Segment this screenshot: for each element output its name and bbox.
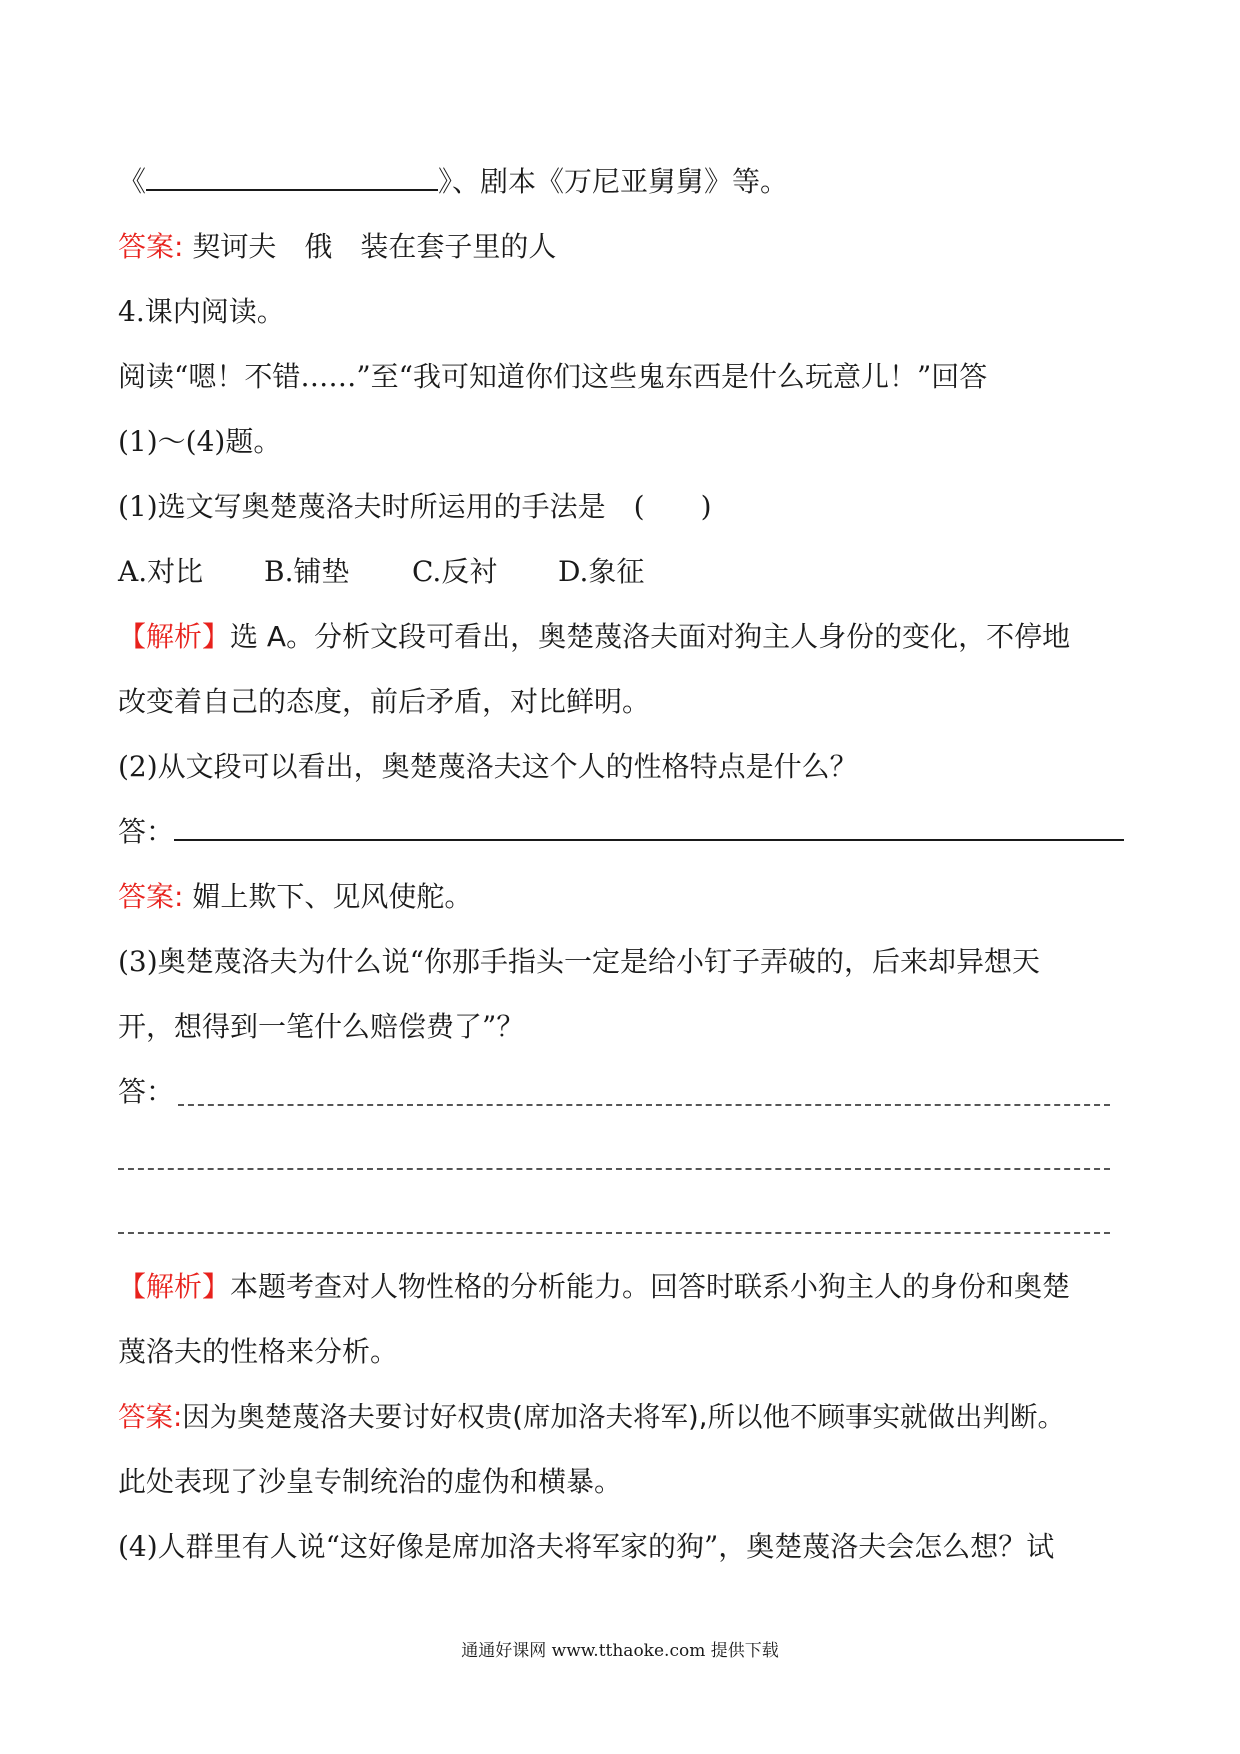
q3-tail-text: 》、剧本《万尼亚舅舅》等。: [438, 165, 789, 198]
sub3-question-line1: (3)奥楚蔑洛夫为什么说“你那手指头一定是给小钉子弄破的，后来却异想天: [118, 945, 1040, 978]
answer-text: 契诃夫 俄 装在套子里的人: [192, 230, 557, 263]
answer-label: 答案:: [118, 230, 184, 263]
sub2-answer: [118, 877, 472, 917]
sub1-analysis-line2: 改变着自己的态度，前后矛盾，对比鲜明。: [118, 685, 651, 718]
answer-label: 答案:: [118, 880, 184, 913]
sub3-answer-prompt: 答：: [118, 1075, 175, 1108]
sub1-analysis-line1: [118, 617, 1070, 657]
analysis-label: 【解析】: [118, 1270, 231, 1303]
answer-dashed-line-3[interactable]: [118, 1232, 1110, 1234]
q4-instruction-line2: (1)～(4)题。: [118, 425, 282, 458]
sub3-answer-line1: [118, 1397, 1065, 1437]
option-b: B.铺垫: [264, 555, 350, 588]
analysis-text: 本题考查对人物性格的分析能力。回答时联系小狗主人的身份和奥楚: [230, 1270, 1071, 1303]
q3-answer: [118, 227, 556, 267]
answer-blank[interactable]: [174, 813, 1124, 841]
sub3-analysis-line2: 蔑洛夫的性格来分析。: [118, 1335, 399, 1368]
q3-tail-line: [118, 162, 788, 202]
answer-text: 因为奥楚蔑洛夫要讨好权贵(席加洛夫将军),所以他不顾事实就做出判断。: [182, 1401, 1065, 1433]
footer-credit: 通通好课网 www.tthaoke.com 提供下载: [461, 1641, 779, 1661]
option-d: D.象征: [558, 555, 645, 588]
sub3-analysis-line1: [118, 1267, 1070, 1307]
answer-dashed-line-1[interactable]: [178, 1104, 1110, 1106]
q4-instruction-line1: 阅读“嗯！不错……”至“我可知道你们这些鬼东西是什么玩意儿！”回答: [118, 360, 988, 393]
sub1-question: (1)选文写奥楚蔑洛夫时所运用的手法是 ( ): [118, 490, 712, 523]
answer-text: 媚上欺下、见风使舵。: [192, 880, 473, 913]
answer-prompt: 答：: [118, 815, 175, 848]
sub3-question-line2: 开，想得到一笔什么赔偿费了”？: [118, 1010, 525, 1043]
question-4-title: 4.课内阅读。: [118, 295, 285, 328]
option-a: A.对比: [118, 555, 204, 588]
analysis-text: 选 A。分析文段可看出，奥楚蔑洛夫面对狗主人身份的变化，不停地: [230, 620, 1071, 653]
fill-blank-title[interactable]: [146, 163, 438, 191]
sub4-question-line1: (4)人群里有人说“这好像是席加洛夫将军家的狗”，奥楚蔑洛夫会怎么想？试: [118, 1530, 1055, 1563]
analysis-label: 【解析】: [118, 620, 231, 653]
sub1-options: [118, 552, 644, 592]
sub2-question: (2)从文段可以看出，奥楚蔑洛夫这个人的性格特点是什么？: [118, 750, 858, 783]
sub2-answer-line: [118, 812, 1124, 852]
sub3-answer-line2: 此处表现了沙皇专制统治的虚伪和横暴。: [118, 1465, 623, 1498]
answer-label: 答案:: [118, 1401, 183, 1433]
answer-dashed-line-2[interactable]: [118, 1168, 1110, 1170]
open-book-quote: 《: [118, 165, 147, 198]
option-c: C.反衬: [412, 555, 498, 588]
